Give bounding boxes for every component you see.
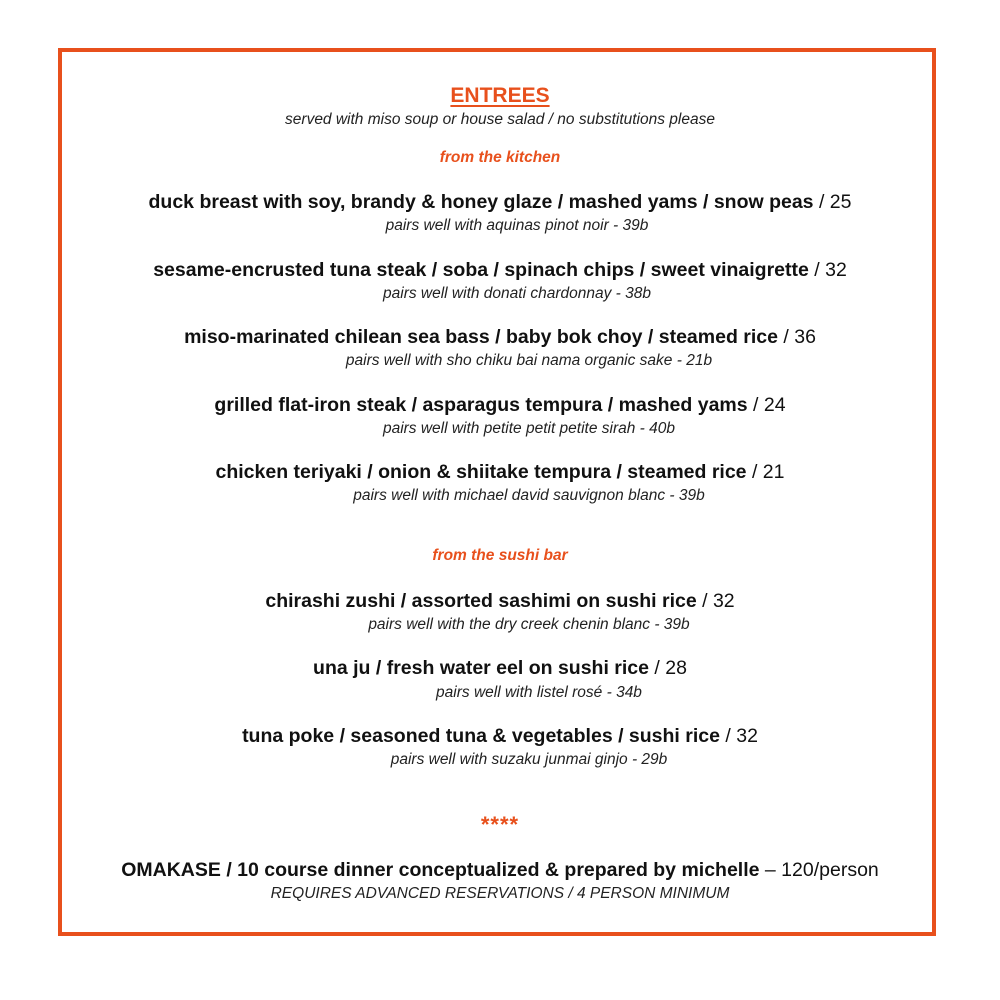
dish-item — [0, 326, 1000, 349]
omakase-item — [0, 859, 1000, 882]
dish-price: / 21 — [751, 461, 785, 483]
dish-item — [0, 461, 1000, 484]
dish-name: miso-marinated chilean sea bass / baby bok choy / steamed rice — [184, 326, 778, 348]
wine-pairing: pairs well with suzaku junmai ginjo - 29b — [390, 751, 668, 768]
dish-item — [0, 259, 1000, 282]
menu-title: ENTREES — [450, 84, 550, 107]
wine-pairing: pairs well with sho chiku bai nama organic sake - 21b — [345, 352, 713, 369]
dish-price: / 32 — [725, 725, 758, 747]
omakase-note: REQUIRES ADVANCED RESERVATIONS / 4 PERSON MINIMUM — [270, 885, 730, 902]
section-heading-sushi-bar: from the sushi bar — [432, 547, 568, 564]
dish-price: / 25 — [818, 191, 852, 213]
dish-name: sesame-encrusted tuna steak / soba / spinach chips / sweet vinaigrette — [153, 259, 809, 281]
dish-price: / 32 — [702, 590, 735, 612]
omakase-price: – 120/person — [764, 859, 879, 881]
dish-item — [0, 657, 1000, 680]
dish-item — [0, 590, 1000, 613]
menu-subtitle: served with miso soup or house salad / no substitutions please — [285, 111, 715, 128]
dish-price: / 36 — [783, 326, 816, 348]
wine-pairing: pairs well with listel rosé - 34b — [436, 684, 642, 701]
wine-pairing: pairs well with petite petit petite sirah - 40b — [382, 420, 676, 437]
divider-stars: **** — [480, 812, 520, 837]
dish-price: / 32 — [814, 259, 847, 281]
dish-price: / 24 — [753, 394, 786, 416]
omakase-name: OMAKASE / 10 course dinner conceptualized & prepared by michelle — [121, 859, 760, 881]
wine-pairing: pairs well with the dry creek chenin blanc - 39b — [368, 616, 690, 633]
wine-pairing: pairs well with michael david sauvignon blanc - 39b — [353, 487, 705, 504]
dish-name: una ju / fresh water eel on sushi rice — [313, 657, 649, 679]
dish-item — [0, 191, 1000, 214]
dish-name: grilled flat-iron steak / asparagus tempura / mashed yams — [214, 394, 748, 416]
dish-name: chirashi zushi / assorted sashimi on sushi rice — [265, 590, 697, 612]
wine-pairing: pairs well with donati chardonnay - 38b — [383, 285, 651, 302]
wine-pairing: pairs well with aquinas pinot noir - 39b — [385, 217, 649, 234]
section-heading-kitchen: from the kitchen — [439, 149, 561, 166]
dish-name: duck breast with soy, brandy & honey glaze / mashed yams / snow peas — [148, 191, 814, 213]
dish-item — [0, 394, 1000, 417]
dish-name: tuna poke / seasoned tuna & vegetables / sushi rice — [242, 725, 720, 747]
dish-name: chicken teriyaki / onion & shiitake tempura / steamed rice — [215, 461, 747, 483]
dish-item — [0, 725, 1000, 748]
dish-price: / 28 — [654, 657, 687, 679]
